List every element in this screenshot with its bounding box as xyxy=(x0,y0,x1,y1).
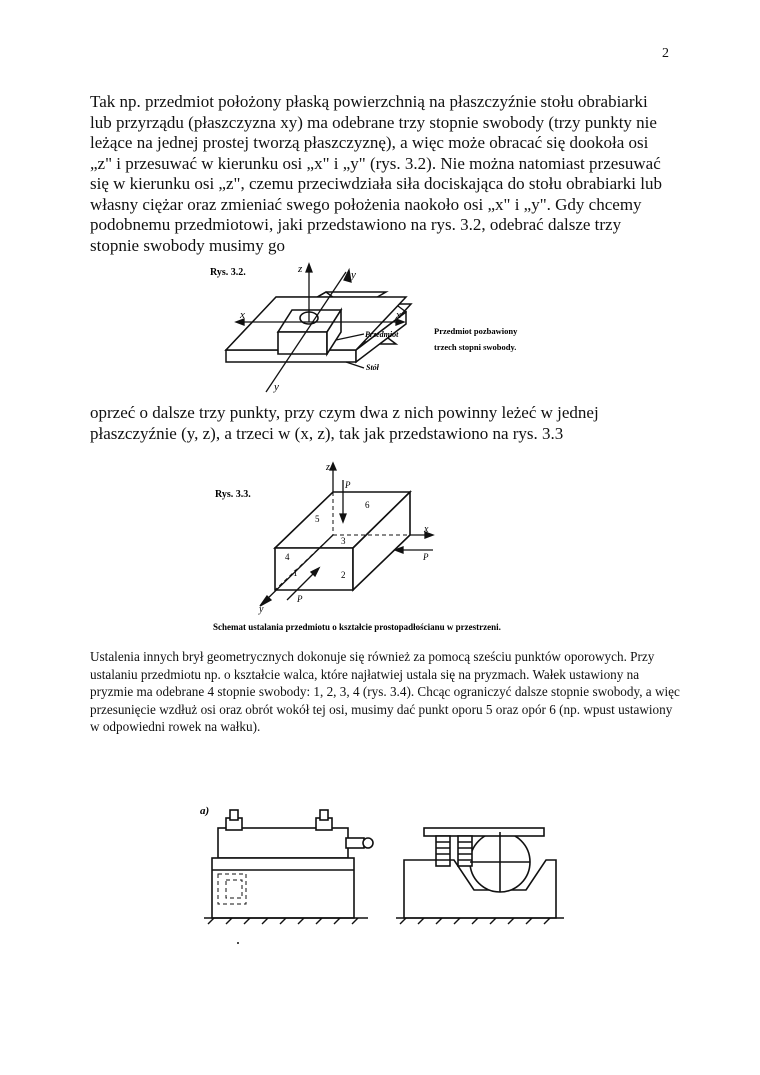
fig32-caption-line1: Przedmiot pozbawiony xyxy=(434,326,518,336)
fig32-caption-line2: trzech stopni swobody. xyxy=(434,342,517,352)
figure-3-2 xyxy=(196,262,566,400)
fig32-label-object: Przedmiot xyxy=(365,330,399,339)
fig33-axis-y: y xyxy=(259,604,264,615)
paragraph-3: Ustalenia innych brył geometrycznych dokonuje się również za pomocą sześciu punktów oporowych. Przy ustalaniu przedmiotu np. o kształcie walca, które najłatwiej ustala się na pryzmach. Wałek ustawiony na pryzmie ma odebrane 4 stopnie swobody: 1, 2, 3, 4 (rys. 3.4). Chcąc ograniczyć dalsze stopnie swobody, a więc przesunięcie wzdłuż osi oraz obrót wokół tej osi, musimy dać punkt oporu 5 oraz opór 6 (np. wpust ustawiony w odpowiedni rowek na wałku). xyxy=(90,649,680,735)
figure-3-4 xyxy=(196,800,576,950)
paragraph-2: oprzeć o dalsze trzy punkty, przy czym dwa z nich powinny leżeć w jednej płaszczyźnie (y, z), a trzeci w (x, z), tak jak przedstawiono na rys. 3.3 xyxy=(90,403,599,443)
fig33-title: Rys. 3.3. xyxy=(215,489,251,500)
fig32-axis-z: z xyxy=(298,263,303,275)
fig33-force-right: P xyxy=(423,552,429,562)
fig33-axis-x: x xyxy=(424,524,429,535)
fig32-title: Rys. 3.2. xyxy=(210,267,246,278)
page-number: 2 xyxy=(662,46,669,61)
fig33-point-4: 4 xyxy=(285,552,290,562)
fig32-axis-y-bottom: y xyxy=(274,381,279,393)
paragraph-1: Tak np. przedmiot położony płaską powierzchnią na płaszczyźnie stołu obrabiarki lub przyrządu (płaszczyzna xy) ma odebrane trzy stopnie swobody (trzy punkty nie leżące na jednej prostej tworzą płaszczyznę), a więc może obracać się dookoła osi „z" i przesuwać w kierunku osi „x" i „y" (rys. 3.2). Nie można natomiast przesuwać się w kierunku osi „z", czemu przeciwdziała siła dociskająca do stołu obrabiarki lub własny ciężar oraz zmieniać swego położenia naokoło osi „x" i „y". Gdy chcemy podobnemu przedmiotowi, jaki przedstawiono na rys. 3.2, odebrać dalsze trzy stopnie swobody musimy go xyxy=(90,92,662,255)
figure-3-3 xyxy=(205,460,580,635)
fig33-force-front: P xyxy=(297,594,303,604)
fig33-point-6: 6 xyxy=(365,500,370,510)
fig33-point-5: 5 xyxy=(315,514,320,524)
fig34-right-fixture xyxy=(404,828,556,918)
fig32-axis-y-top: y xyxy=(351,269,356,281)
fig34-dot xyxy=(237,942,239,944)
fig34-label-a: a) xyxy=(200,805,210,817)
fig33-force-top: P xyxy=(345,480,351,490)
fig33-axis-z: z xyxy=(326,462,330,473)
fig33-caption: Schemat ustalania przedmiotu o kształcie prostopadłościanu w przestrzeni. xyxy=(213,622,501,632)
fig32-label-table: Stół xyxy=(366,363,379,372)
fig32-axis-x-left: x xyxy=(240,309,245,321)
fig33-point-2: 2 xyxy=(341,570,346,580)
fig34-left-fixture xyxy=(212,810,373,918)
fig32-axis-x-right: x xyxy=(396,309,401,321)
fig34-left-ground xyxy=(204,918,368,924)
fig33-point-1: 1 xyxy=(293,568,298,578)
fig34-right-ground xyxy=(396,918,564,924)
fig33-point-3: 3 xyxy=(341,536,346,546)
